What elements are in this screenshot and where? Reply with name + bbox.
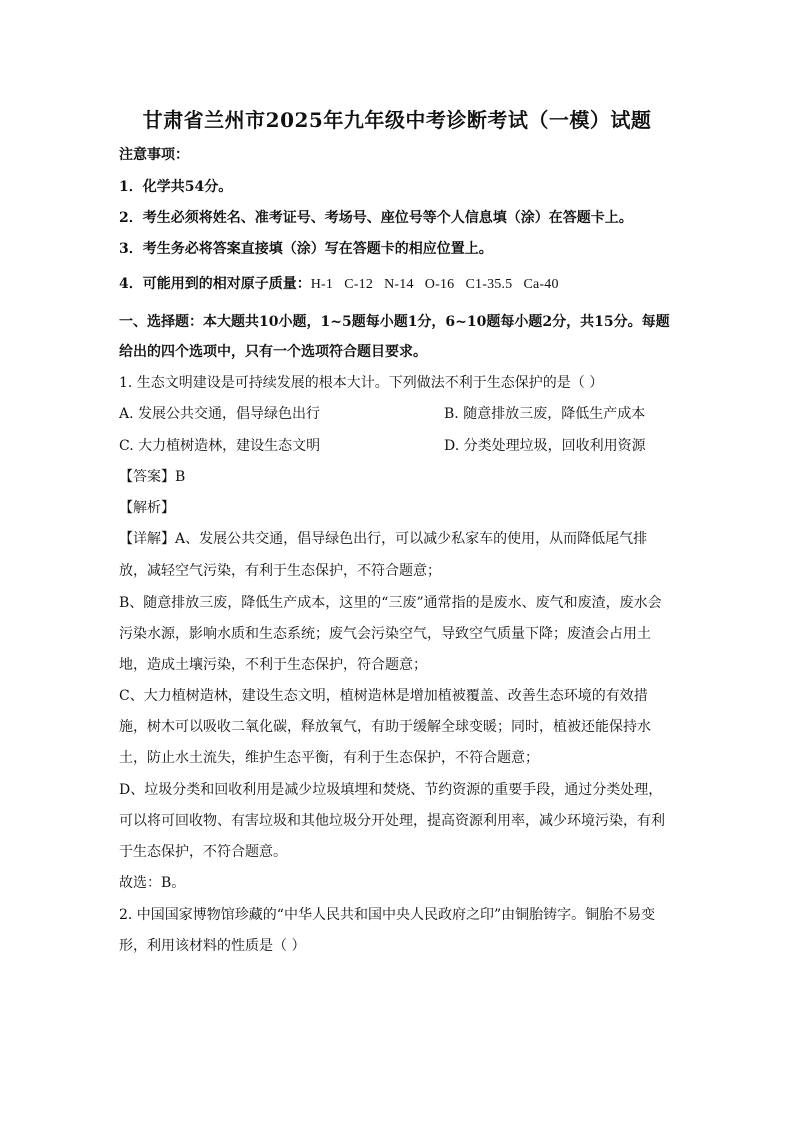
note-item-1: 1．化学共54分。 — [119, 179, 233, 195]
question-1-detail-line: 污染水源，影响水质和生态系统；废气会污染空气，导致空气质量下降；废渣会占用土 — [119, 626, 651, 642]
question-1-stem: 1. 生态文明建设是可持续发展的根本大计。下列做法不利于生态保护的是（ ） — [119, 375, 604, 391]
atomic-masses: H-1 C-12 N-14 O-16 C1-35.5 Ca-40 — [310, 277, 559, 292]
section-instructions-line-2: 给出的四个选项中，只有一个选项符合题目要求。 — [119, 344, 427, 360]
question-1-detail-line: 施，树木可以吸收二氧化碳，释放氧气，有助于缓解全球变暖；同时，植被还能保持水 — [119, 719, 651, 735]
question-1-option-d: D. 分类处理垃圾，回收利用资源 — [444, 438, 646, 454]
question-2-stem-line-1: 2. 中国国家博物馆珍藏的“中华人民共和国中央人民政府之印”由铜胎铸字。铜胎不易变 — [119, 907, 656, 923]
section-instructions-line-1: 一、选择题：本大题共10小题，1~5题每小题1分，6~10题每小题2分，共15分。每题 — [119, 314, 670, 330]
note-item-2: 2．考生必须将姓名、准考证号、考场号、座位号等个人信息填（涂）在答题卡上。 — [119, 210, 633, 226]
question-1-analysis-heading: 【解析】 — [119, 500, 175, 516]
question-1-option-a: A. 发展公共交通，倡导绿色出行 — [119, 406, 321, 422]
question-1-option-c: C. 大力植树造林，建设生态文明 — [119, 438, 321, 454]
question-1-detail-line: 【详解】A、发展公共交通，倡导绿色出行，可以减少私家车的使用，从而降低尾气排 — [119, 531, 648, 547]
question-2-stem-line-2: 形，利用该材料的性质是（ ） — [119, 938, 306, 954]
question-1-detail-line: 放，减轻空气污染，有利于生态保护，不符合题意； — [119, 563, 441, 579]
question-1-conclusion: 故选：B。 — [119, 875, 186, 891]
question-1-detail-line: B、随意排放三废，降低生产成本，这里的“三废”通常指的是废水、废气和废渣，废水会 — [119, 595, 662, 611]
note-item-4-label: 4．可能用到的相对原子质量： — [119, 276, 311, 292]
note-item-4 — [119, 274, 679, 295]
question-1-detail-line: 地，造成土壤污染，不利于生态保护，符合题意； — [119, 657, 427, 673]
question-1-detail-line: 可以将可回收物、有害垃圾和其他垃圾分开处理，提高资源利用率，减少环境污染，有利 — [119, 813, 665, 829]
page-title: 甘肃省兰州市2025年九年级中考诊断考试（一模）试题 — [142, 108, 652, 132]
question-1-detail-line: 于生态保护，不符合题意。 — [119, 844, 287, 860]
question-1-detail-line: C、大力植树造林，建设生态文明，植树造林是增加植被覆盖、改善生态环境的有效措 — [119, 688, 648, 704]
question-1-detail-line: 土，防止水土流失，维护生态平衡，有利于生态保护，不符合题意； — [119, 750, 539, 766]
question-1-option-b: B. 随意排放三废，降低生产成本 — [444, 406, 646, 422]
question-1-detail-line: D、垃圾分类和回收利用是减少垃圾填埋和焚烧、节约资源的重要手段，通过分类处理， — [119, 782, 663, 798]
question-1-answer: 【答案】B — [119, 469, 186, 485]
note-item-3: 3．考生务必将答案直接填（涂）写在答题卡的相应位置上。 — [119, 241, 493, 257]
notes-heading: 注意事项： — [119, 147, 189, 163]
